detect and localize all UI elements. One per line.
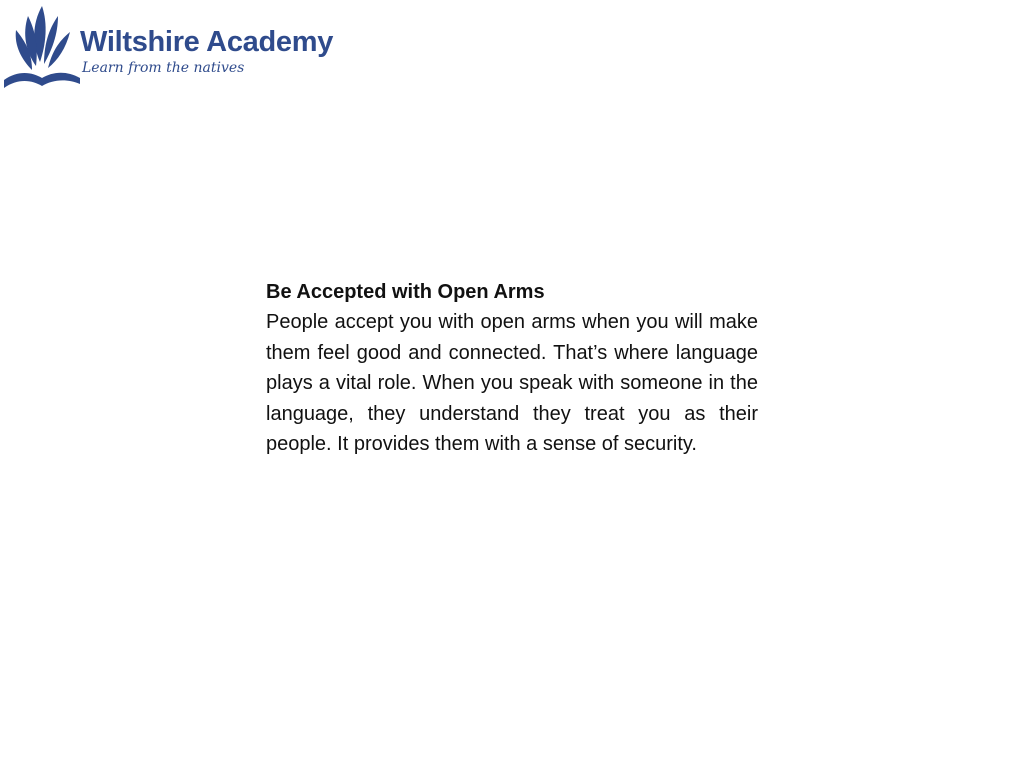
brand-title: Wiltshire Academy: [80, 26, 334, 58]
section-heading: Be Accepted with Open Arms: [266, 281, 545, 303]
book-leaves-icon: [2, 4, 82, 92]
section-body: People accept you with open arms when you will make them feel good and connected. That’s where language plays a vital role. When you speak with someone in the language, they understand they treat you as their people. It provides them with a sense of security.: [266, 311, 758, 455]
brand-tagline: Learn from the natives: [82, 60, 245, 76]
logo: [2, 4, 352, 94]
text-block: [266, 277, 758, 460]
